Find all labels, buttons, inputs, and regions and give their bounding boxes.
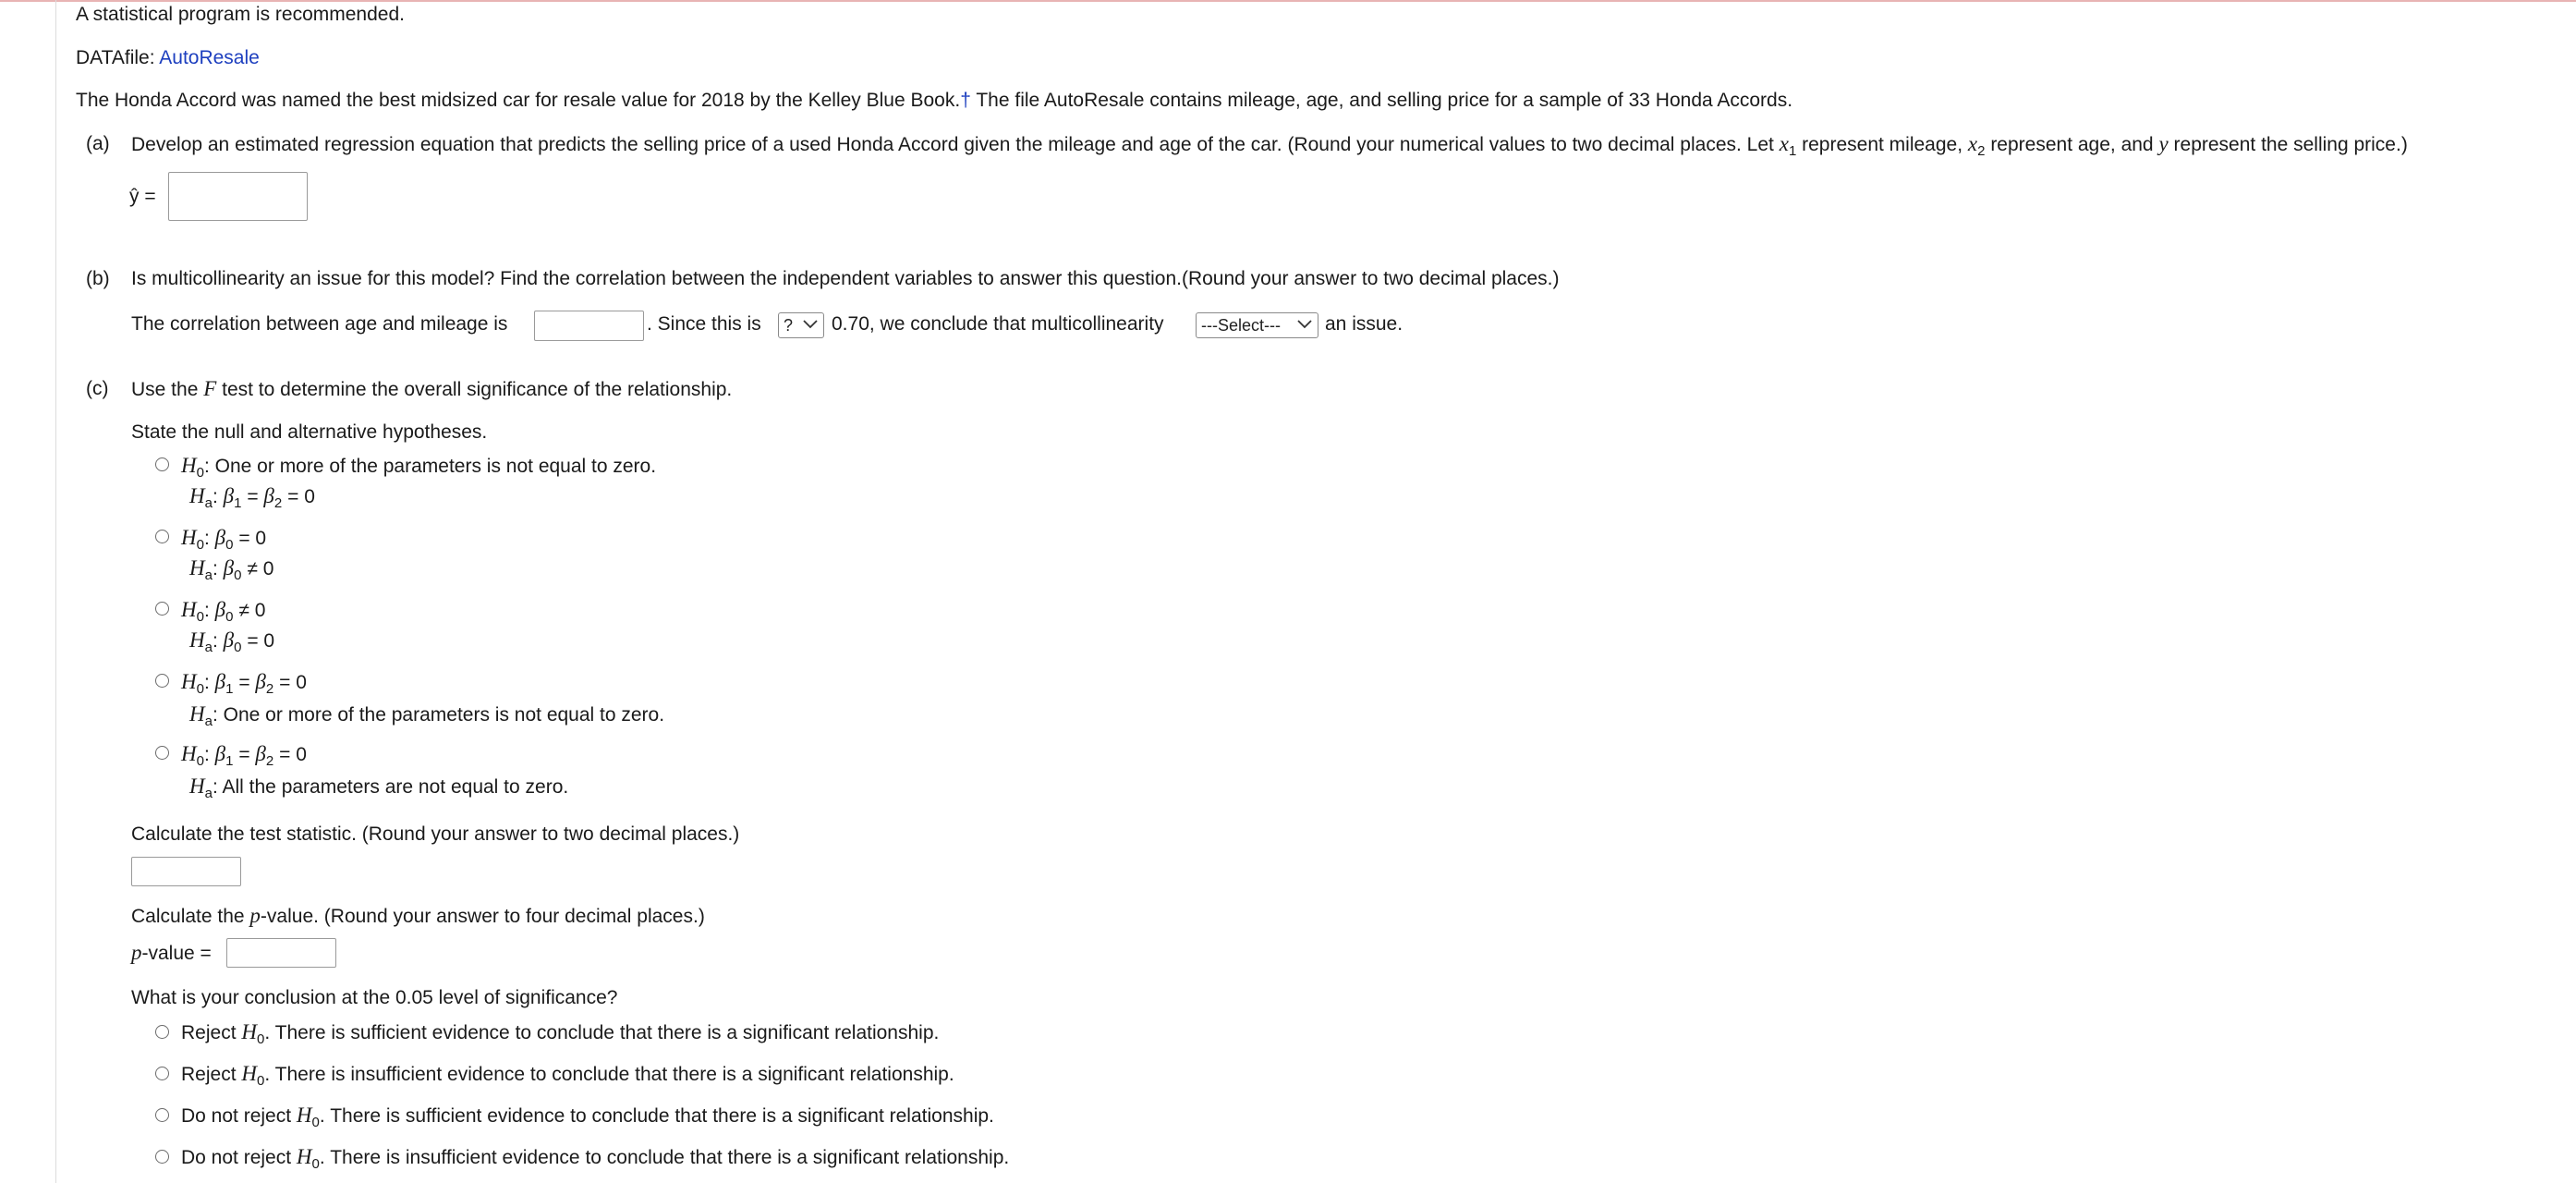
footnote-dagger-link[interactable]: † [960, 90, 971, 111]
datafile-label: DATAfile: [76, 47, 155, 68]
H: H [181, 598, 197, 621]
H: H [181, 526, 197, 549]
sub: 1 [234, 495, 242, 511]
reject: Reject [181, 1064, 237, 1085]
correlation-sentence-2: . Since this is [647, 313, 761, 335]
part-c-text-2: test to determine the overall significance of the relationship. [222, 379, 733, 400]
sub: 0 [234, 567, 242, 583]
sub: 0 [196, 609, 204, 625]
do-not-reject: Do not reject [181, 1147, 292, 1168]
zero: 0 [263, 630, 275, 652]
beta: β [255, 670, 266, 693]
zero: 0 [296, 744, 307, 765]
zero: 0 [262, 558, 274, 579]
part-b-question: Is multicollinearity an issue for this model? Find the correlation between the independent variables to answer this question.(Round your answer to two decimal places.) [131, 268, 1560, 289]
sub: 0 [196, 537, 204, 553]
correlation-sentence-4: an issue. [1325, 313, 1403, 335]
part-a-text-2: represent mileage, [1802, 134, 1963, 155]
text: One or more of the parameters is not equal to zero. [214, 456, 657, 477]
part-a-text-4: represent the selling price.) [2173, 134, 2408, 155]
part-a-text-3: represent age, and [1990, 134, 2154, 155]
hypothesis-option-4-alt [189, 702, 664, 727]
hypothesis-option-3-radio[interactable] [155, 602, 169, 616]
beta: β [223, 484, 235, 507]
eq: = [238, 672, 250, 693]
sub: a [204, 495, 213, 511]
zero: 0 [296, 672, 307, 693]
sub: 1 [225, 681, 234, 697]
multicollinearity-select[interactable] [1196, 312, 1318, 338]
sub: 0 [196, 465, 204, 481]
sub-1: 1 [1788, 143, 1797, 159]
conclusion-option-2-radio[interactable] [155, 1067, 169, 1080]
colon: : [212, 776, 218, 798]
regression-equation-input[interactable] [168, 172, 308, 221]
var-p: p [249, 904, 261, 927]
sub: 2 [273, 495, 283, 511]
eq: = [238, 528, 250, 549]
eq: = [247, 630, 259, 652]
eq: = [247, 486, 259, 507]
comparison-select-value: ? [784, 316, 794, 335]
period: . [264, 1022, 271, 1043]
part-c-text-1: Use the [131, 379, 199, 400]
chevron-down-icon [1297, 320, 1312, 329]
hypotheses-prompt: State the null and alternative hypotheses. [131, 421, 488, 443]
hypothesis-option-3-null [181, 598, 265, 623]
sub: 2 [265, 753, 274, 769]
hypothesis-option-2-alt [189, 556, 273, 581]
text: There is insufficient evidence to conclude that there is a significant relationship. [274, 1064, 954, 1085]
datafile-link[interactable]: AutoResale [159, 47, 260, 68]
chevron-down-icon [803, 320, 818, 329]
hypothesis-option-2-null [181, 526, 266, 551]
H: H [189, 628, 205, 652]
sub: 0 [311, 1115, 320, 1130]
part-c-question [131, 377, 732, 402]
eq: = [287, 486, 299, 507]
part-b-marker: (b) [86, 268, 110, 289]
period: . [264, 1064, 271, 1085]
H: H [241, 1062, 257, 1085]
var-p: p [131, 941, 142, 964]
conclusion-prompt: What is your conclusion at the 0.05 level of significance? [131, 987, 618, 1008]
part-a-marker: (a) [86, 133, 110, 154]
sub: 0 [257, 1073, 265, 1089]
sub: a [204, 567, 213, 583]
sub-2: 2 [1977, 143, 1986, 159]
neq: ≠ [238, 600, 249, 621]
sub: 0 [225, 537, 234, 553]
colon: : [203, 600, 210, 621]
hypothesis-option-2-radio[interactable] [155, 530, 169, 543]
pvalue-label-text: -value = [141, 943, 212, 964]
hypothesis-option-1-null [181, 454, 656, 479]
datafile-line [76, 46, 260, 70]
H: H [296, 1145, 312, 1168]
beta: β [214, 526, 226, 549]
period: . [319, 1105, 325, 1127]
sub: 0 [257, 1031, 265, 1047]
text: There is sufficient evidence to conclude that there is a significant relationship. [330, 1105, 994, 1127]
pvalue-input[interactable] [226, 938, 336, 968]
part-c-marker: (c) [86, 378, 109, 399]
colon: : [203, 528, 210, 549]
eq: = [238, 744, 250, 765]
colon: : [212, 486, 218, 507]
beta: β [214, 670, 226, 693]
part-a-question [131, 132, 2408, 157]
beta: β [223, 556, 235, 579]
neq: ≠ [247, 558, 258, 579]
conclusion-option-4-radio[interactable] [155, 1150, 169, 1164]
H: H [296, 1104, 312, 1127]
sub: 1 [225, 753, 234, 769]
sub: a [204, 786, 213, 801]
text: All the parameters are not equal to zero. [222, 776, 569, 798]
colon: : [212, 630, 218, 652]
hypothesis-option-4-radio[interactable] [155, 674, 169, 688]
var-x2: x [1967, 132, 1978, 155]
eq: = [279, 744, 291, 765]
zero: 0 [254, 600, 266, 621]
hypothesis-option-5-null [181, 742, 307, 767]
pvalue-prompt-2: -value. (Round your answer to four decimal places.) [260, 906, 705, 927]
sub: 0 [234, 640, 242, 655]
hypothesis-option-5-radio[interactable] [155, 746, 169, 760]
period: . [319, 1147, 325, 1168]
yhat-label: ŷ = [129, 186, 156, 207]
hypothesis-option-4-null [181, 670, 307, 695]
H: H [241, 1020, 257, 1043]
correlation-input[interactable] [534, 311, 644, 341]
H: H [189, 556, 205, 579]
H: H [181, 742, 197, 765]
hypothesis-option-1-radio[interactable] [155, 457, 169, 471]
var-y: y [2158, 132, 2169, 155]
problem-text-after: The file AutoResale contains mileage, age, and selling price for a sample of 33 Honda Accords. [976, 90, 1793, 111]
conclusion-option-3-radio[interactable] [155, 1108, 169, 1122]
text: One or more of the parameters is not equal to zero. [223, 704, 665, 726]
sub: 0 [225, 609, 234, 625]
intro-text: A statistical program is recommended. [76, 4, 405, 25]
pvalue-prompt-1: Calculate the [131, 906, 245, 927]
H: H [189, 484, 205, 507]
sub: a [204, 640, 213, 655]
comparison-select[interactable] [778, 312, 824, 338]
sub: 0 [196, 681, 204, 697]
test-statistic-prompt: Calculate the test statistic. (Round your answer to two decimal places.) [131, 823, 740, 845]
beta: β [214, 598, 226, 621]
H: H [181, 670, 197, 693]
beta: β [214, 742, 226, 765]
correlation-sentence-1: The correlation between age and mileage is [131, 313, 508, 335]
hypothesis-option-5-alt [189, 774, 568, 799]
text: There is insufficient evidence to conclude that there is a significant relationship. [330, 1147, 1010, 1168]
H: H [189, 774, 205, 798]
multicollinearity-select-value: ---Select--- [1201, 316, 1281, 335]
conclusion-option-3-label [181, 1104, 994, 1128]
pvalue-prompt [131, 904, 705, 929]
conclusion-option-2-label [181, 1062, 954, 1087]
zero: 0 [255, 528, 267, 549]
hypothesis-option-3-alt [189, 628, 274, 653]
beta: β [255, 742, 266, 765]
conclusion-option-1-radio[interactable] [155, 1025, 169, 1039]
eq: = [279, 672, 291, 693]
colon: : [212, 704, 218, 726]
H: H [189, 702, 205, 726]
var-F: F [203, 377, 217, 400]
conclusion-option-1-label [181, 1020, 939, 1045]
left-border [55, 0, 56, 1183]
part-a-text-1: Develop an estimated regression equation that predicts the selling price of a used Honda Accord given the mileage and age of the car. (Round your numerical values to two decimal places. Let [131, 134, 1774, 155]
problem-statement [76, 89, 1792, 113]
colon: : [203, 456, 210, 477]
conclusion-option-4-label [181, 1145, 1009, 1170]
sub: 0 [311, 1156, 320, 1172]
top-border [0, 0, 2576, 2]
colon: : [212, 558, 218, 579]
pvalue-label [131, 941, 212, 966]
reject: Reject [181, 1022, 237, 1043]
sub: 2 [265, 681, 274, 697]
sub: a [204, 713, 213, 729]
text: There is sufficient evidence to conclude that there is a significant relationship. [274, 1022, 940, 1043]
colon: : [203, 744, 210, 765]
beta: β [263, 484, 274, 507]
correlation-sentence-3: 0.70, we conclude that multicollinearity [832, 313, 1164, 335]
var-x1: x [1779, 132, 1789, 155]
beta: β [223, 628, 235, 652]
test-statistic-input[interactable] [131, 857, 241, 886]
sub: 0 [196, 753, 204, 769]
zero: 0 [304, 486, 315, 507]
problem-text-before: The Honda Accord was named the best midsized car for resale value for 2018 by the Kelley Blue Book. [76, 90, 961, 111]
H: H [181, 454, 197, 477]
hypothesis-option-1-alt [189, 484, 315, 509]
colon: : [203, 672, 210, 693]
do-not-reject: Do not reject [181, 1105, 292, 1127]
